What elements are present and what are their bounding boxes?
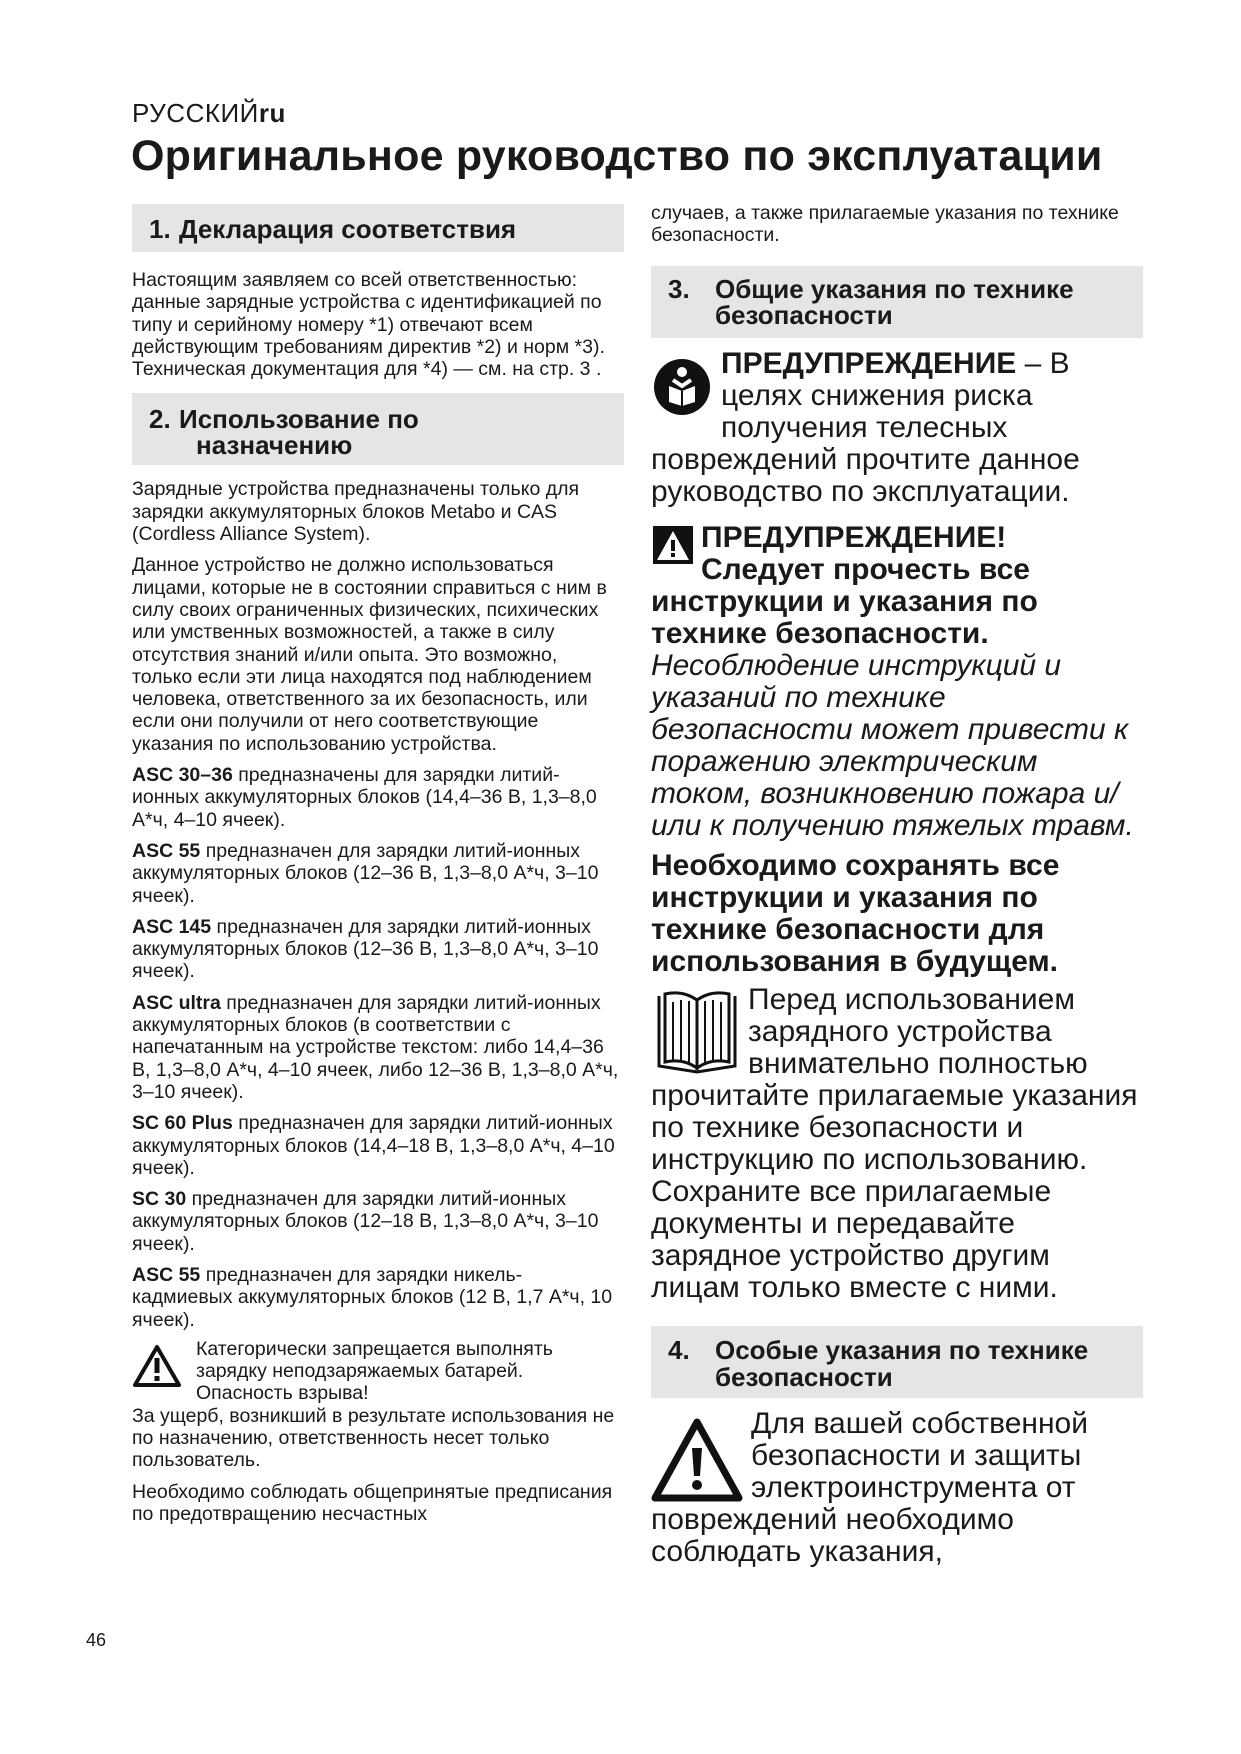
model-paragraph: ASC ultra предназначен для зарядки литий-ионных аккумуляторных блоков (в соответствии с напечатанным на устройстве текстом: либо 14,4–36 В, 1,3–8,0 А*ч, 4–10 ячеек, либо 12–36 В, 1,3–8,0 А*ч, 3–10 ячеек). [132,991,619,1103]
section-heading-2: 2. Использование по назначению [132,393,624,465]
model-paragraph: SC 30 предназначен для зарядки литий-ионных аккумуляторных блоков (12–18 В, 1,3–8,0 А*ч, 3–10 ячеек). [132,1188,599,1255]
open-book-icon [653,988,741,1076]
keep-instructions-text: Необходимо сохранять все инструкции и указания по технике безопасности для использования в будущем. [651,848,1060,978]
model-paragraph: ASC 145 предназначен для зарядки литий-ионных аккумуляторных блоков (12–36 В, 1,3–8,0 А*ч, 3–10 ячеек). [132,915,599,983]
right-column [651,202,1143,1568]
read-instructions-note: Перед использованием зарядного устройства внимательно полностью прочитайте прилагаемые указания по технике безопасности и инструкцию по использованию. Сохраните все прилагаемые документы и передавайте зарядное устройство другим лицам только вместе с ними. [651,982,1138,1304]
warning-triangle-icon [132,1344,182,1388]
section-heading-4: 4. Особые указания по технике безопасности [651,1326,1143,1398]
model-paragraph: ASC 30–36 предназначены для зарядки литий-ионных аккумуляторных блоков (14,4–36 В, 1,3–8,0 А*ч, 4–10 ячеек). [132,764,597,831]
model-paragraph: SC 60 Plus предназначен для зарядки литий-ионных аккумуляторных блоков (14,4–18 В, 1,3–8,0 А*ч, 4–10 ячеек). [132,1112,615,1179]
liability-text: За ущерб, возникший в результате использования не по назначению, ответственность несет только пользователь. [132,1404,615,1472]
section-heading-3: 3. Общие указания по технике безопасности [651,266,1143,338]
continued-text: случаев, а также прилагаемые указания по технике безопасности. [651,202,1119,247]
page-title: Оригинальное руководство по эксплуатации [131,132,1103,180]
page-number: 46 [86,1630,107,1650]
intended-use-text: Зарядные устройства предназначены только для зарядки аккумуляторных блоков Metabo и CAS (Cordless Alliance System). [132,478,580,546]
language-label: РУССКИЙru [132,98,286,128]
warning-triangle-icon [653,526,693,564]
accident-rules-text: Необходимо соблюдать общепринятые предписания по предотвращению несчастных [132,1480,613,1525]
read-manual-icon [653,358,711,416]
read-manual-warning: ПРЕДУПРЕЖДЕНИЕ – В целях снижения риска получения телесных повреждений прочтите данное руководство по эксплуатации. [651,346,1080,508]
model-paragraph: ASC 55 предназначен для зарядки литий-ионных аккумуляторных блоков (12–36 В, 1,3–8,0 А*ч, 3–10 ячеек). [132,839,599,907]
declaration-text: Настоящим заявляем со всей ответственностью: данные зарядные устройства с идентификацией по типу и серийному номеру *1) отвечают всем действующим требованиям директив *2) и норм *3). Техническая документация для *4) — см. на стр. 3 . [132,269,605,381]
restriction-text: Данное устройство не должно использоваться лицами, которые не в состоянии справиться с ним в силу своих ограниченных физических, психических или умственных возможностей, а также в силу отсутствия знаний и/или опыта. Это возможно, только если эти лица находятся под наблюдением человека, ответственного за их безопасность, или если они получили от него соответствующие указания по использованию устройства. [132,554,607,755]
section-heading-1: 1. Декларация соответствия [132,204,624,252]
model-paragraph: ASC 55 предназначен для зарядки никель-кадмиевых аккумуляторных блоков (12 В, 1,7 А*ч, 10 ячеек). [132,1263,613,1331]
special-safety-note: Для вашей собственной безопасности и защиты электроинструмента от повреждений необходимо соблюдать указания, [651,1406,1089,1568]
explosion-warning: Категорически запрещается выполнять зарядку неподзаряжаемых батарей. Опасность взрыва! [132,1338,622,1405]
left-column [132,204,622,1525]
warning-triangle-icon [651,1418,743,1502]
general-warning: ПРЕДУПРЕЖДЕНИЕ! Следует прочесть все инструкции и указания по технике безопасности. Несоблюдение инструкций и указаний по технике безопасности может привести к поражению электрическим током, возникновению пожара и/или к получению тяжелых травм. [651,520,1134,842]
